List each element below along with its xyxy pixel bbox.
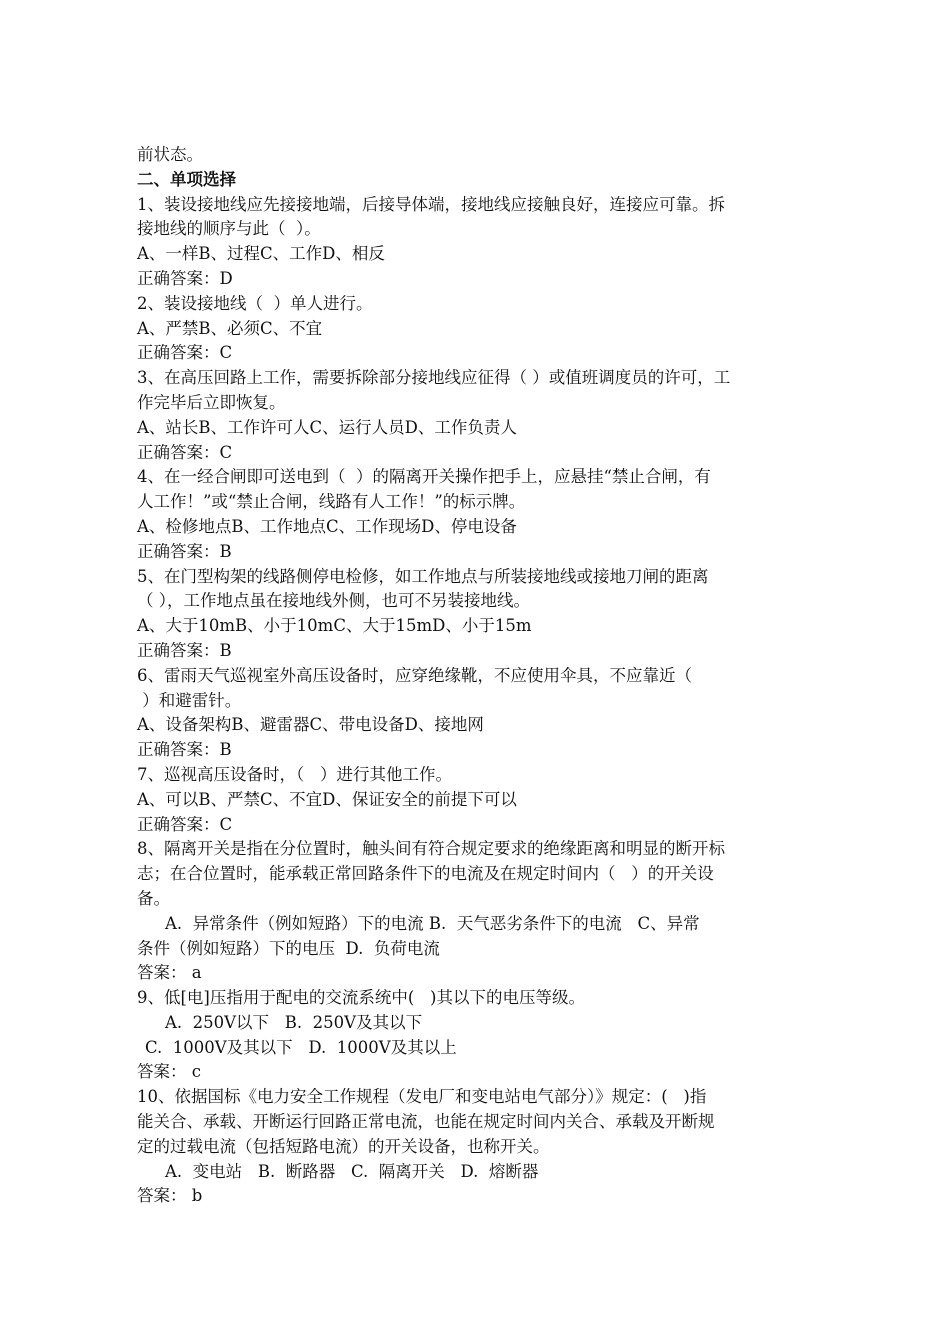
question-options: A、设备架构B、避雷器C、带电设备D、接地网 [137,715,484,735]
question-7 [137,763,827,837]
question-answer: 正确答案：C [137,814,233,834]
question-stem-line: 4、在一经合闸即可送电到（ ）的隔离开关操作把手上，应悬挂“禁止合闸，有 [137,467,711,487]
question-4 [137,465,827,564]
question-stem-line: 人工作！”或“禁止合闸，线路有人工作！”的标示牌。 [137,492,526,512]
question-stem-line: 2、装设接地线（ ）单人进行。 [137,293,373,313]
question-10 [137,1085,827,1209]
question-answer: 正确答案：C [137,343,233,363]
question-1 [137,193,827,292]
question-answer: 正确答案：B [137,541,232,561]
question-answer: 正确答案：B [137,740,232,760]
intro-tail-text: 前状态。 [137,145,203,164]
question-stem-line: 6、雷雨天气巡视室外高压设备时，应穿绝缘靴，不应使用伞具，不应靠近（ [137,665,692,685]
question-stem-line: 5、在门型构架的线路侧停电检修，如工作地点与所装接地线或接地刀闸的距离 [137,566,709,586]
question-stem-line: 备。 [137,888,170,908]
question-options: A、可以B、严禁C、不宜D、保证安全的前提下可以 [137,789,517,809]
question-stem-line: （ ），工作地点虽在接地线外侧，也可不另装接地线。 [137,591,530,611]
question-stem-line: 接地线的顺序与此（ ）。 [137,219,321,239]
question-options: C. 1000V及其以下 D. 1000V及其以上 [145,1037,457,1057]
question-answer: 正确答案：B [137,640,232,660]
question-3 [137,366,827,465]
question-stem-line: 1、装设接地线应先接接地端，后接导体端，接地线应接触良好，连接应可靠。拆 [137,194,725,214]
question-options: A、严禁B、必须C、不宜 [137,318,323,338]
question-stem-line: ）和避雷针。 [137,690,242,710]
question-answer: 正确答案：C [137,442,233,462]
document-body [137,143,827,1209]
question-answer: 答案： c [137,1062,201,1082]
question-stem-line: 10、依据国标《电力安全工作规程（发电厂和变电站电气部分）》规定：( )指 [137,1087,707,1107]
question-stem-line: 定的过载电流（包括短路电流）的开关设备，也称开关。 [137,1136,550,1156]
question-stem-line: 7、巡视高压设备时，（ ）进行其他工作。 [137,764,452,784]
question-6 [137,664,827,763]
question-2 [137,292,827,366]
question-stem-line: 9、低[电]压指用于配电的交流系统中( )其以下的电压等级。 [137,988,585,1008]
question-options: A、一样B、过程C、工作D、相反 [137,244,385,264]
question-answer: 答案： b [137,1186,203,1206]
question-8 [137,837,827,986]
question-options: A、检修地点B、工作地点C、工作现场D、停电设备 [137,516,517,536]
question-9 [137,986,827,1085]
question-stem-line: 志；在合位置时，能承载正常回路条件下的电流及在规定时间内（ ）的开关设 [137,864,714,884]
question-5 [137,565,827,664]
question-answer: 正确答案：D [137,268,233,288]
question-stem-line: 3、在高压回路上工作，需要拆除部分接地线应征得（ ）或值班调度员的许可，工 [137,368,731,388]
question-options: A. 250V以下 B. 250V及其以下 [165,1012,423,1032]
question-answer: 答案： a [137,963,202,983]
section-title: 二、单项选择 [137,169,236,189]
question-options: A. 异常条件（例如短路）下的电流 B. 天气恶劣条件下的电流 C、异常 [165,913,700,933]
question-stem-line: 作完毕后立即恢复。 [137,392,286,412]
question-stem-line: 能关合、承载、开断运行回路正常电流，也能在规定时间内关合、承载及开断规 [137,1112,715,1132]
question-options: A、站长B、工作许可人C、运行人员D、工作负责人 [137,417,517,437]
question-options: 条件（例如短路）下的电压 D. 负荷电流 [137,938,440,958]
question-options: A、大于10mB、小于10mC、大于15mD、小于15m [137,616,532,636]
question-options: A. 变电站 B. 断路器 C. 隔离开关 D. 熔断器 [165,1161,539,1181]
question-stem-line: 8、隔离开关是指在分位置时，触头间有符合规定要求的绝缘距离和明显的断开标 [137,839,725,859]
